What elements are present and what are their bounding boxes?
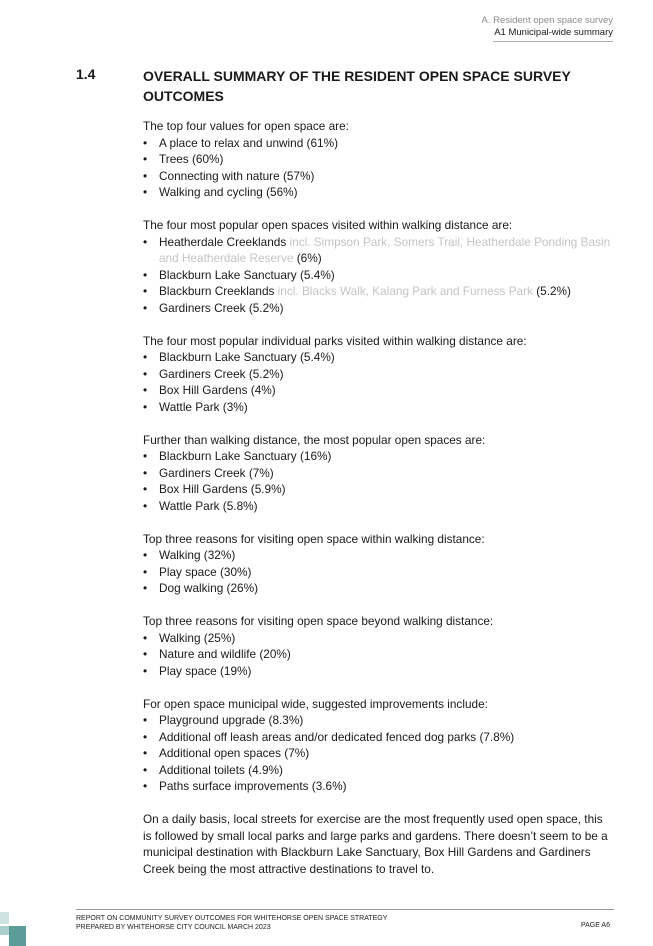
list-item bbox=[143, 729, 613, 746]
bullet-list bbox=[143, 234, 613, 317]
list-item bbox=[143, 300, 613, 317]
list-item bbox=[143, 168, 613, 185]
list-intro: Further than walking distance, the most popular open spaces are: bbox=[143, 432, 486, 447]
list-item-text: Gardiners Creek (7%) bbox=[159, 465, 274, 480]
decorative-square bbox=[0, 926, 9, 935]
bullet-list bbox=[143, 712, 613, 795]
list-item-text: Paths surface improvements (3.6%) bbox=[159, 779, 347, 793]
list-item-percent: (5.2%) bbox=[532, 284, 571, 298]
list-item-note: incl. Simpson Park, Somers Trail, Heatherdale Ponding Basin and Heatherdale Reserve bbox=[159, 234, 611, 265]
list-item-text: Additional toilets (4.9%) bbox=[159, 762, 283, 777]
list-item-text: Box Hill Gardens (5.9%) bbox=[159, 482, 286, 496]
list-item-note: incl. Blacks Walk, Kalang Park and Furness Park bbox=[274, 284, 533, 298]
closing-paragraph: On a daily basis, local streets for exercise are the most frequently used open space, this is followed by small local parks and large parks and gardens. There doesn’t seem to be a municipal destination with Blackburn Lake Sanctuary, Box Hill Gardens and Gardiners Creek being the most attractive destinations to travel to. bbox=[143, 812, 608, 876]
bullet-list bbox=[143, 547, 613, 597]
bullet-list bbox=[143, 135, 613, 201]
list-item-text: Walking and cycling (56%) bbox=[159, 185, 298, 199]
list-item-text: Dog walking (26%) bbox=[159, 581, 259, 595]
list-item-text: Heatherdale Creeklands bbox=[159, 234, 287, 249]
list-item-text: Connecting with nature (57%) bbox=[159, 168, 315, 183]
header-rule bbox=[493, 41, 613, 42]
list-item-percent: (6%) bbox=[293, 251, 322, 265]
list-item-text: Additional off leash areas and/or dedicated fenced dog parks (7.8%) bbox=[159, 729, 515, 744]
list-item-text: Gardiners Creek (5.2%) bbox=[159, 300, 284, 315]
list-item bbox=[143, 778, 613, 795]
list-item-text: Blackburn Lake Sanctuary (5.4%) bbox=[159, 267, 335, 282]
list-item-text: Wattle Park (5.8%) bbox=[159, 498, 258, 513]
list-intro: The four most popular individual parks visited within walking distance are: bbox=[143, 333, 527, 348]
bullet-list bbox=[143, 349, 613, 415]
list-item-text: Wattle Park (3%) bbox=[159, 399, 248, 414]
list-item bbox=[143, 745, 613, 762]
decorative-square bbox=[9, 926, 26, 946]
list-item-text: Trees (60%) bbox=[159, 152, 224, 166]
list-item bbox=[143, 366, 613, 383]
footer-report-title: REPORT ON COMMUNITY SURVEY OUTCOMES FOR WHITEHORSE OPEN SPACE STRATEGY bbox=[76, 915, 388, 922]
list-item-text: Walking (25%) bbox=[159, 630, 236, 645]
list-item bbox=[143, 184, 613, 201]
list-intro: The four most popular open spaces visited within walking distance are: bbox=[143, 218, 513, 232]
list-item-text: A place to relax and unwind (61%) bbox=[159, 135, 339, 150]
page-number: PAGE A6 bbox=[580, 922, 610, 929]
list-item bbox=[143, 481, 613, 498]
list-item bbox=[143, 399, 613, 416]
list-item bbox=[143, 547, 613, 564]
list-item bbox=[143, 135, 613, 152]
running-header bbox=[482, 15, 614, 42]
list-item bbox=[143, 382, 613, 399]
bullet-list bbox=[143, 630, 613, 680]
list-item-text: Play space (19%) bbox=[159, 663, 252, 678]
section-number: 1.4 bbox=[76, 66, 96, 82]
list-item bbox=[143, 564, 613, 581]
list-item bbox=[143, 465, 613, 482]
list-item-text: Box Hill Gardens (4%) bbox=[159, 383, 276, 397]
list-intro: Top three reasons for visiting open space within walking distance: bbox=[143, 531, 485, 546]
section-title: OVERALL SUMMARY OF THE RESIDENT OPEN SPACE SURVEY OUTCOMES bbox=[143, 68, 571, 104]
header-subsection-label: A1 Municipal-wide summary bbox=[494, 27, 613, 38]
list-item bbox=[143, 151, 613, 168]
list-item bbox=[143, 448, 613, 465]
list-item bbox=[143, 630, 613, 647]
list-item-text: Gardiners Creek (5.2%) bbox=[159, 366, 284, 381]
footer-prepared-by: PREPARED BY WHITEHORSE CITY COUNCIL MARCH 2023 bbox=[76, 924, 271, 931]
footer-rule bbox=[76, 909, 614, 910]
list-item bbox=[143, 646, 613, 663]
list-intro: For open space municipal wide, suggested improvements include: bbox=[143, 696, 488, 711]
decorative-square bbox=[0, 912, 9, 924]
list-item bbox=[143, 267, 613, 284]
list-item bbox=[143, 349, 613, 366]
list-item-text: Walking (32%) bbox=[159, 548, 236, 562]
header-section-label: A. Resident open space survey bbox=[481, 15, 613, 26]
list-item bbox=[143, 663, 613, 680]
list-item-text: Nature and wildlife (20%) bbox=[159, 647, 291, 661]
footer bbox=[76, 914, 387, 932]
summary-body bbox=[143, 118, 613, 877]
list-item bbox=[143, 234, 613, 267]
list-intro: The top four values for open space are: bbox=[143, 119, 349, 133]
list-item-text: Playground upgrade (8.3%) bbox=[159, 713, 304, 727]
list-item bbox=[143, 762, 613, 779]
list-item-text: Blackburn Lake Sanctuary (5.4%) bbox=[159, 350, 335, 364]
list-intro: Top three reasons for visiting open space beyond walking distance: bbox=[143, 614, 494, 628]
list-item-text: Blackburn Lake Sanctuary (16%) bbox=[159, 449, 332, 463]
list-item-text: Additional open spaces (7%) bbox=[159, 746, 310, 760]
bullet-list bbox=[143, 448, 613, 514]
list-item bbox=[143, 712, 613, 729]
list-item-text: Blackburn Creeklands bbox=[159, 284, 275, 298]
list-item-text: Play space (30%) bbox=[159, 564, 252, 579]
list-item bbox=[143, 498, 613, 515]
list-item bbox=[143, 580, 613, 597]
list-item bbox=[143, 283, 613, 300]
